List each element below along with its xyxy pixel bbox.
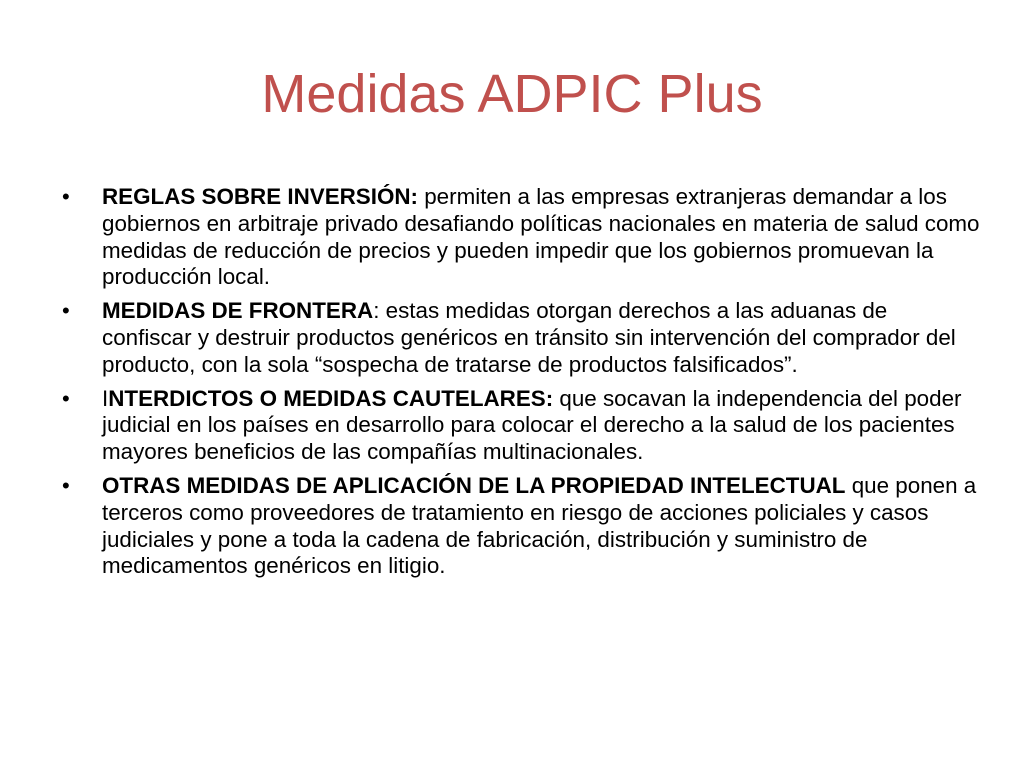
bullet-text: : estas medidas otorgan derechos a las aduanas de confiscar y destruir productos genéricos en tránsito sin intervención del comprador del producto, con la sola “sospecha de tratarse de productos falsificados”. xyxy=(102,298,956,377)
slide-title: Medidas ADPIC Plus xyxy=(261,64,763,124)
bullet-heading: REGLAS SOBRE INVERSIÓN: xyxy=(102,184,418,209)
bullet-icon: • xyxy=(62,184,70,209)
bullet-heading: NTERDICTOS O MEDIDAS CAUTELARES: xyxy=(108,385,554,411)
bullet-heading: OTRAS MEDIDAS DE APLICACIÓN DE LA PROPIEDAD INTELECTUAL xyxy=(102,472,846,498)
bullet-item-otras-medidas xyxy=(62,473,982,580)
bullet-item-medidas-frontera xyxy=(62,298,982,378)
bullet-lead-letter: I xyxy=(102,385,109,411)
bullet-icon: • xyxy=(62,385,70,411)
bullet-item-interdictos xyxy=(62,386,982,466)
bullet-list xyxy=(62,184,982,587)
bullet-text: permiten a las empresas extranjeras demandar a los gobiernos en arbitraje privado desafiando políticas nacionales en materia de salud como medidas de reducción de precios y pueden impedir que los gobiernos promuevan la producción local. xyxy=(102,184,980,290)
bullet-text: que ponen a terceros como proveedores de tratamiento en riesgo de acciones policiales y casos judiciales y pone a toda la cadena de fabricación, distribución y suministro de medicamentos genéricos en litigio. xyxy=(102,472,977,579)
bullet-text: que socavan la independencia del poder judicial en los países en desarrollo para colocar el derecho a la salud de los pacientes mayores beneficios de las compañías multinacionales. xyxy=(102,385,962,465)
bullet-icon: • xyxy=(62,298,70,324)
bullet-icon: • xyxy=(62,472,70,498)
bullet-heading: MEDIDAS DE FRONTERA xyxy=(102,298,374,324)
bullet-item-reglas-inversion xyxy=(62,184,982,291)
